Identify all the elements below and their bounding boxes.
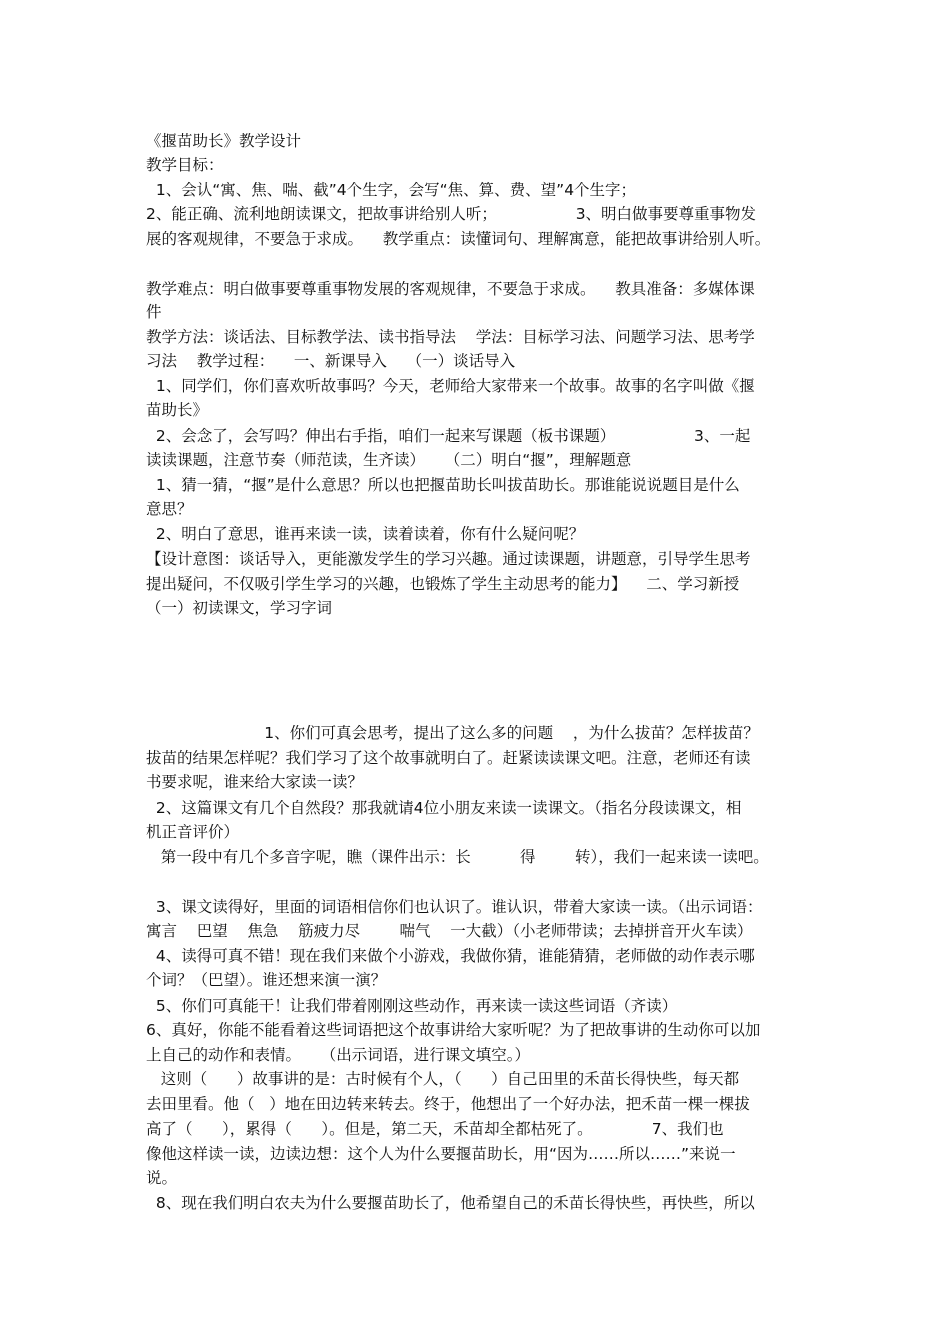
text-line: 说。 bbox=[146, 1169, 178, 1187]
text-line: 1、猜一猜，“揠”是什么意思？所以也把揠苗助长叫拔苗助长。那谁能说说题目是什么 bbox=[146, 476, 740, 494]
text-line: 4、读得可真不错！现在我们来做个小游戏，我做你猜，谁能猜猜，老师做的动作表示哪 bbox=[146, 947, 755, 965]
section-heading-objectives: 教学目标： bbox=[146, 156, 224, 174]
text-line: 2、能正确、流利地朗读课文，把故事讲给别人听； 3、明白做事要尊重事物发 bbox=[146, 205, 757, 223]
text-line: 读读课题，注意节奏（师范读，生齐读） （二）明白“揠”，理解题意 bbox=[146, 451, 632, 469]
text-line: 2、这篇课文有几个自然段？那我就请4位小朋友来读一读课文。（指名分段读课文，相 bbox=[146, 799, 742, 817]
text-line: 拔苗的结果怎样呢？我们学习了这个故事就明白了。赶紧读读课文吧。注意，老师还有读 bbox=[146, 749, 751, 767]
text-line: 6、真好，你能不能看着这些词语把这个故事讲给大家听呢？为了把故事讲的生动你可以加 bbox=[146, 1021, 761, 1039]
text-line: 第一段中有几个多音字呢，瞧（课件出示：长 得 转），我们一起来读一读吧。 bbox=[146, 848, 769, 866]
text-line: 展的客观规律，不要急于求成。 教学重点：读懂词句、理解寓意，能把故事讲给别人听。 bbox=[146, 230, 771, 248]
design-intent-note: 【设计意图：谈话导入，更能激发学生的学习兴趣。通过读课题，讲题意，引导学生思考 bbox=[146, 550, 751, 568]
fill-in-blank-line: 高了（ ），累得（ ）。但是，第二天，禾苗却全都枯死了。 7、我们也 bbox=[146, 1120, 724, 1138]
text-line: 机正音评价） bbox=[146, 823, 240, 841]
design-intent-note: 提出疑问，不仅吸引学生学习的兴趣，也锻炼了学生主动思考的能力】 二、学习新授 bbox=[146, 575, 740, 593]
vocab-line: 寓言 巴望 焦急 筋疲力尽 喘气 一大截）（小老师带读；去掉拼音开火车读） bbox=[146, 922, 753, 940]
text-line: 苗助长》 bbox=[146, 401, 209, 419]
text-line: 2、明白了意思，谁再来读一读，读着读着，你有什么疑问呢？ bbox=[146, 525, 585, 543]
text-line: 8、现在我们明白农夫为什么要揠苗助长了，他希望自己的禾苗长得快些，再快些，所以 bbox=[146, 1194, 755, 1212]
text-line: 个词？（巴望）。谁还想来演一演？ bbox=[146, 971, 387, 989]
doc-title: 《揠苗助长》教学设计 bbox=[146, 132, 302, 150]
text-line: 教学难点：明白做事要尊重事物发展的客观规律，不要急于求成。 教具准备：多媒体课 bbox=[146, 280, 755, 298]
text-line: 像他这样读一读，边读边想：这个人为什么要揠苗助长，用“因为……所以……”来说一 bbox=[146, 1145, 736, 1163]
text-line: 件 bbox=[146, 303, 162, 321]
text-line: 1、你们可真会思考，提出了这么多的问题 ，为什么拔苗？怎样拔苗？ bbox=[146, 724, 759, 742]
fill-in-blank-line: 去田里看。他（ ）地在田边转来转去。终于，他想出了一个好办法，把禾苗一棵一棵拔 bbox=[146, 1095, 750, 1113]
text-line: 5、你们可真能干！让我们带着刚刚这些动作，再来读一读这些词语（齐读） bbox=[146, 997, 678, 1015]
text-line: 教学方法：谈话法、目标教学法、读书指导法 学法：目标学习法、问题学习法、思考学 bbox=[146, 328, 755, 346]
text-line: 1、同学们，你们喜欢听故事吗？今天，老师给大家带来一个故事。故事的名字叫做《揠 bbox=[146, 377, 755, 395]
text-line: （一）初读课文，学习字词 bbox=[146, 599, 333, 617]
fill-in-blank-line: 这则（ ）故事讲的是：古时候有个人，（ ）自己田里的禾苗长得快些，每天都 bbox=[146, 1070, 740, 1088]
text-line: 3、课文读得好，里面的词语相信你们也认识了。谁认识，带着大家读一读。（出示词语： bbox=[146, 898, 763, 916]
text-line: 习法 教学过程： 一、新课导入 （一）谈话导入 bbox=[146, 352, 516, 370]
text-line: 书要求呢，谁来给大家读一读？ bbox=[146, 773, 364, 791]
text-line: 2、会念了，会写吗？伸出右手指，咱们一起来写课题（板书课题） 3、一起 bbox=[146, 427, 751, 445]
text-line: 意思？ bbox=[146, 500, 193, 518]
text-line: 上自己的动作和表情。 （出示词语，进行课文填空。） bbox=[146, 1046, 530, 1064]
text-line: 1、会认“寓、焦、喘、截”4个生字，会写“焦、算、费、望”4个生字； bbox=[146, 181, 637, 199]
